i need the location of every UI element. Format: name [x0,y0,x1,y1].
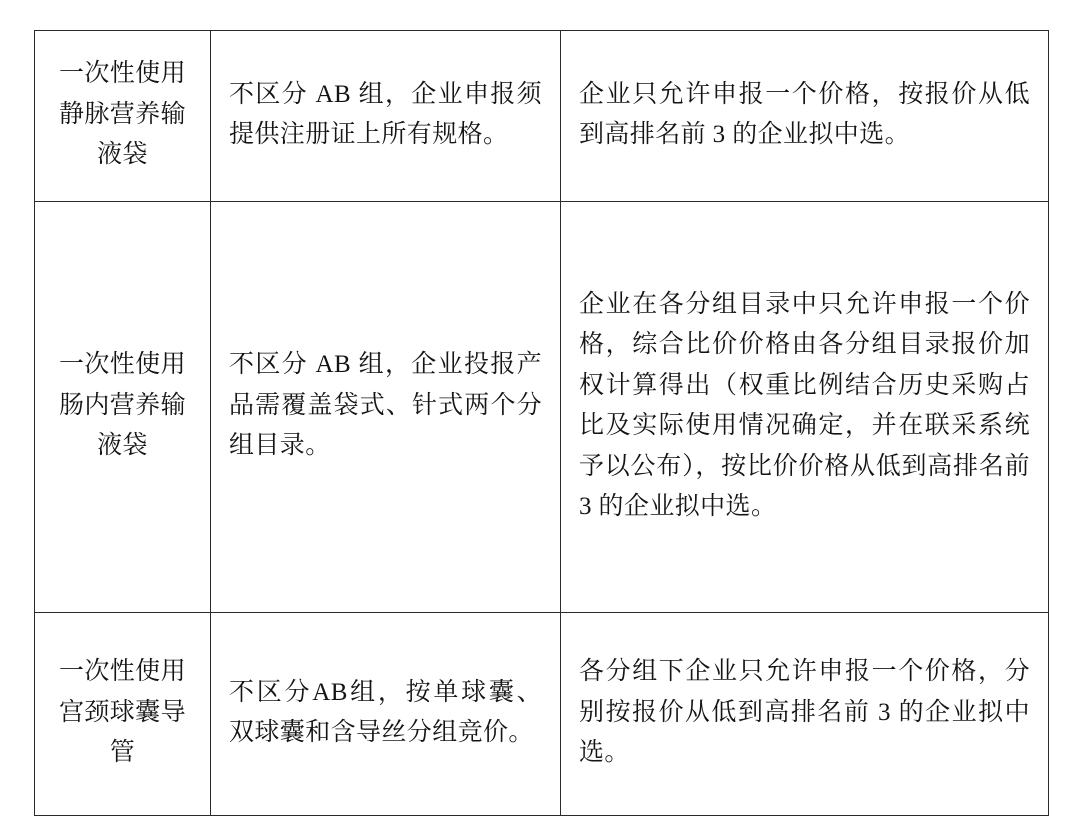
specification-table [34,30,1049,816]
grouping-rule-text: 不区分 AB 组，企业投报产品需覆盖袋式、针式两个分组目录。 [229,351,542,460]
grouping-rule-cell [211,31,561,202]
selection-rule-text: 企业只允许申报一个价格，按报价从低到高排名前 3 的企业拟中选。 [579,80,1030,148]
product-name-cell [35,613,211,816]
selection-rule-cell [561,613,1049,816]
selection-rule-cell [561,31,1049,202]
table-row [35,31,1049,202]
table-row [35,202,1049,613]
selection-rule-cell [561,202,1049,613]
grouping-rule-cell [211,202,561,613]
grouping-rule-cell [211,613,561,816]
grouping-rule-text: 不区分 AB 组，企业申报须提供注册证上所有规格。 [229,80,542,148]
product-name-text: 一次性使用静脉营养输液袋 [58,60,186,169]
product-name-cell [35,202,211,613]
selection-rule-text: 各分组下企业只允许申报一个价格，分别按报价从低到高排名前 3 的企业拟中选。 [579,658,1030,767]
selection-rule-text: 企业在各分组目录中只允许申报一个价格，综合比价价格由各分组目录报价加权计算得出（权重比例结合历史采购占比及实际使用情况确定，并在联采系统予以公布），按比价价格从低到高排名前 3 的企业拟中选。 [579,290,1037,520]
product-name-cell [35,31,211,202]
grouping-rule-text: 不区分AB组，按单球囊、双球囊和含导丝分组竞价。 [229,678,542,746]
table-container [34,30,1048,816]
table-row [35,613,1049,816]
product-name-text: 一次性使用肠内营养输液袋 [58,351,186,460]
product-name-text: 一次性使用宫颈球囊导管 [58,658,186,767]
